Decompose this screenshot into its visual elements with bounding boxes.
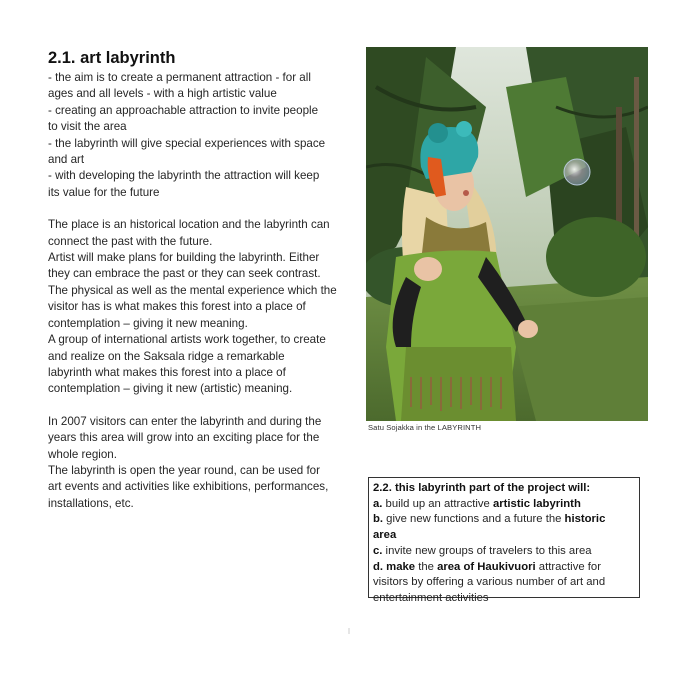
- goal-a: [373, 497, 639, 513]
- goal-b-bold: historic: [564, 513, 606, 526]
- paragraph-line: Artist will make plans for building the labyrinth. Either: [48, 251, 320, 265]
- paragraph-line: A group of international artists work together, to create: [48, 333, 326, 347]
- aim-line: - with developing the labyrinth the attraction will keep: [48, 169, 320, 183]
- paragraph-line: labyrinth what makes this forest into a place of: [48, 365, 286, 379]
- paragraph-line: connect the past with the future.: [48, 234, 213, 248]
- paragraph-line: The labyrinth is open the year round, can be used for: [48, 463, 320, 477]
- aim-line: its value for the future: [48, 185, 160, 199]
- paragraph-line: installations, etc.: [48, 496, 134, 510]
- goal-d: [373, 560, 639, 576]
- goal-b-continued: [373, 528, 639, 544]
- aim-line: - creating an approachable attraction to invite people: [48, 103, 319, 117]
- aims-list: [48, 70, 360, 201]
- paragraph-line: The physical as well as the mental experience which the: [48, 283, 337, 297]
- goal-c-text: invite new groups of travelers to this area: [382, 544, 592, 557]
- aim-line: - the aim is to create a permanent attraction - for all: [48, 71, 311, 84]
- labyrinth-photo: [366, 47, 648, 421]
- paragraph-line: contemplation – giving it new (artistic) meaning.: [48, 382, 293, 396]
- goal-b-bold-2: area: [373, 529, 397, 542]
- paragraph-line: years this area will grow into an exciting place for the: [48, 431, 320, 445]
- goal-b-prefix: b.: [373, 513, 384, 526]
- goal-d-line-3: entertainment activities: [373, 592, 489, 605]
- paragraph-line: visitor has is what makes this forest into a place of: [48, 300, 306, 314]
- goal-d-line-2: visitors by offering a various number of art and: [373, 576, 606, 589]
- paragraph-line: In 2007 visitors can enter the labyrinth and during the: [48, 414, 322, 428]
- goal-d-bold-1: make: [383, 560, 416, 573]
- goal-b-text: give new functions and a future the: [383, 513, 565, 526]
- project-goals-box: [368, 477, 640, 605]
- section-title: 2.1. art labyrinth: [48, 49, 176, 67]
- paragraph-line: art events and activities like exhibitions, performances,: [48, 480, 329, 494]
- goal-b: [373, 512, 639, 528]
- photo-caption: Satu Sojakka in the LABYRINTH: [368, 423, 482, 432]
- goal-a-prefix: a.: [373, 497, 383, 510]
- paragraph-line: they can embrace the past or they can seek contrast.: [48, 267, 321, 281]
- aim-line: ages and all levels - with a high artistic value: [48, 87, 277, 101]
- goal-c: [373, 544, 639, 560]
- aim-line: and art: [48, 153, 85, 167]
- faint-mark: [348, 628, 350, 634]
- goal-a-text: build up an attractive: [382, 497, 493, 510]
- goal-d-prefix: d.: [373, 560, 384, 573]
- goal-d-text-1: the: [415, 560, 438, 573]
- goal-d-text-2: attractive for: [535, 560, 601, 573]
- photo-illustration: [366, 47, 648, 421]
- aim-line: - the labyrinth will give special experiences with space: [48, 136, 326, 150]
- paragraph-line: contemplation – giving it new meaning.: [48, 316, 248, 330]
- aim-line: to visit the area: [48, 120, 127, 134]
- history-paragraph: [48, 217, 360, 397]
- goal-a-bold: artistic labyrinth: [492, 497, 581, 510]
- left-column: [48, 48, 360, 512]
- visitors-paragraph: [48, 414, 360, 512]
- box-title: 2.2. this labyrinth part of the project will:: [373, 482, 591, 494]
- goal-d-bold-2: area of Haukivuori: [437, 560, 536, 573]
- paragraph-line: whole region.: [48, 447, 117, 461]
- paragraph-line: and realize on the Saksala ridge a remarkable: [48, 349, 285, 363]
- goal-c-prefix: c.: [373, 544, 383, 557]
- paragraph-line: The place is an historical location and the labyrinth can: [48, 218, 330, 232]
